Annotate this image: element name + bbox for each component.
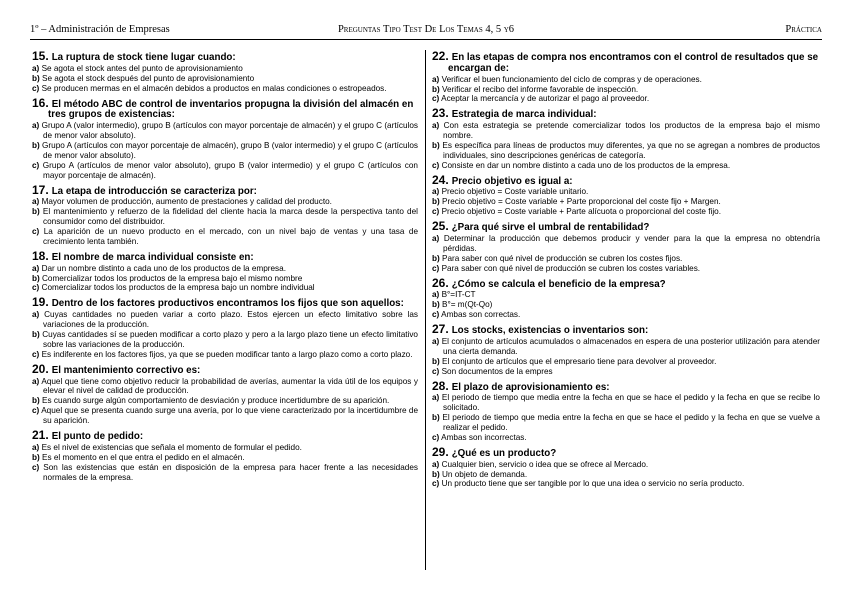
question-title: [432, 172, 820, 188]
option-letter: a): [32, 263, 40, 273]
option-text: Cuyas cantidades no pueden variar a corto plazo. Estos ejercen un efecto limitativo sobre las variaciones de la producción.: [43, 310, 418, 330]
section-label: Práctica: [785, 24, 822, 35]
answer-option: [432, 254, 820, 264]
option-text: Verificar el buen funcionamiento del ciclo de compras y de operaciones.: [441, 74, 702, 84]
option-letter: b): [432, 197, 440, 207]
answer-option: [432, 187, 820, 197]
option-letter: c): [432, 94, 440, 104]
question-text: Los stocks, existencias o inventarios son:: [451, 325, 649, 337]
option-letter: b): [432, 84, 440, 94]
question: [32, 297, 418, 363]
option-letter: a): [32, 197, 40, 207]
question-text: El método ABC de control de inventarios propugna la división del almacén en tres grupos de existencias:: [48, 98, 414, 121]
answer-option: [432, 433, 820, 443]
question-number: 26.: [432, 275, 449, 290]
answer-option: [32, 350, 418, 360]
answer-option: [432, 413, 820, 433]
answer-option: [432, 85, 820, 95]
question-number: 16.: [32, 95, 49, 110]
option-text: Ambas son correctas.: [441, 310, 521, 320]
option-letter: c): [432, 207, 440, 217]
question: [432, 444, 820, 494]
option-letter: c): [432, 263, 440, 273]
question: [432, 51, 820, 108]
question: [432, 275, 820, 325]
option-text: El periodo de tiempo que media entre la fecha en que se hace el pedido y la fecha en que se recibe lo solicitado.: [441, 393, 820, 413]
option-text: Comercializar todos los productos de la empresa bajo el mismo nombre: [42, 273, 303, 283]
question: [432, 378, 820, 447]
option-text: Es cuando surge algún comportamiento de desviación y produce incertidumbre de su aparición.: [42, 396, 390, 406]
question-title: [432, 108, 820, 121]
answer-option: [32, 227, 418, 247]
answer-option: [32, 264, 418, 274]
answer-option: [32, 207, 418, 227]
option-letter: a): [432, 290, 440, 300]
option-letter: c): [432, 432, 440, 442]
option-letter: c): [432, 479, 440, 489]
question-text: ¿Qué es un producto?: [451, 447, 557, 459]
question-text: Dentro de los factores productivos encontramos los fijos que son aquellos:: [51, 298, 404, 310]
option-letter: a): [32, 121, 40, 131]
option-text: Un producto tiene que ser tangible por lo que una idea o servicio no sería producto.: [441, 479, 745, 489]
answer-option: [432, 264, 820, 274]
question-text: ¿Cómo se calcula el beneficio de la empresa?: [451, 278, 666, 290]
option-letter: b): [432, 140, 440, 150]
question-title: [32, 361, 418, 377]
question: [32, 430, 418, 486]
option-text: Son documentos de la empres: [441, 366, 553, 376]
question-title: [432, 324, 820, 337]
option-text: Aceptar la mercancía y de autorizar el pago al proveedor.: [441, 94, 650, 104]
question-number: 29.: [432, 444, 449, 459]
question-text: ¿Para qué sirve el umbral de rentabilidad?: [451, 222, 650, 234]
question: [432, 108, 820, 174]
answer-option: [432, 161, 820, 171]
option-text: B°=IT-CT: [441, 290, 476, 300]
question-number: 23.: [432, 106, 449, 121]
question-title: [32, 430, 418, 443]
option-text: Grupo A (artículos con mayor porcentaje de almacén), grupo B (valor intermedio) y el grupo C (artículos de menor valor absoluto).: [42, 140, 418, 160]
question-title: [32, 248, 418, 264]
course-title: 1º – Administración de Empresas: [30, 24, 170, 35]
question-title: [32, 182, 418, 198]
answer-option: [432, 470, 820, 480]
option-text: Verificar el recibo del informe favorable de inspección.: [442, 84, 639, 94]
question-text: El plazo de aprovisionamiento es:: [451, 381, 610, 393]
question-text: El mantenimiento correctivo es:: [51, 364, 201, 376]
answer-option: [32, 161, 418, 181]
answer-option: [432, 300, 820, 310]
question-title: [32, 51, 418, 64]
option-letter: b): [32, 273, 40, 283]
option-letter: c): [32, 283, 40, 293]
option-text: Mayor volumen de producción, aumento de prestaciones y calidad del producto.: [41, 197, 332, 207]
option-text: Grupo A (valor intermedio), grupo B (artículos con mayor porcentaje de almacén) y el grupo C (artículos de menor valor absoluto).: [41, 121, 418, 141]
question-number: 17.: [32, 182, 49, 197]
answer-option: [32, 377, 418, 397]
answer-option: [432, 357, 820, 367]
option-text: Precio objetivo = Coste variable unitario.: [441, 187, 589, 197]
document-title: Preguntas Tipo Test De Los Temas 4, 5 y6: [337, 24, 515, 35]
question-text: El punto de pedido:: [51, 431, 144, 443]
answer-option: [32, 141, 418, 161]
option-letter: b): [432, 413, 440, 423]
answer-option: [32, 406, 418, 426]
answer-option: [32, 330, 418, 350]
question: [432, 221, 820, 277]
option-text: Un objeto de demanda.: [442, 469, 528, 479]
column-divider: [425, 50, 426, 570]
option-letter: b): [432, 469, 440, 479]
answer-option: [32, 396, 418, 406]
option-text: Se agota el stock antes del punto de aprovisionamiento: [41, 63, 243, 73]
right-column: [432, 51, 820, 493]
question-text: El nombre de marca individual consiste en:: [51, 251, 254, 263]
option-letter: b): [32, 452, 40, 462]
option-letter: a): [432, 121, 440, 131]
question-number: 21.: [32, 428, 49, 443]
option-text: Comercializar todos los productos de la empresa bajo un nombre individual: [41, 283, 315, 293]
option-text: Precio objetivo = Coste variable + Parte alícuota o proporcional del coste fijo.: [441, 207, 722, 217]
question-number: 24.: [432, 172, 449, 187]
option-text: Es específica para líneas de productos muy diferentes, ya que no se agregan a nombres de productos individuales, sino descripciones genéricas de categoría.: [442, 140, 820, 160]
option-text: Para saber con qué nivel de producción se cubren los costes fijos.: [442, 253, 683, 263]
option-text: La aparición de un nuevo producto en el mercado, con un nivel bajo de ventas y una tasa de crecimiento lenta también.: [43, 227, 418, 246]
answer-option: [32, 310, 418, 330]
option-letter: b): [32, 140, 40, 150]
question-title: [32, 297, 418, 310]
option-letter: c): [32, 160, 40, 170]
page-header: [30, 24, 822, 37]
option-text: Aquel que tiene como objetivo reducir la probabilidad de averías, aumentar la vida útil de los equipos y elevar el nivel de calidad de producción.: [41, 376, 418, 396]
option-letter: b): [432, 356, 440, 366]
question-number: 25.: [432, 219, 449, 234]
question-title: [432, 51, 820, 75]
question: [32, 361, 418, 430]
answer-option: [432, 197, 820, 207]
option-letter: a): [32, 442, 40, 452]
option-text: Cuyas cantidades sí se pueden modificar a corto plazo y pero a la largo plazo tiene un efecto limitativo sobre las variaciones de la producción.: [42, 330, 418, 349]
option-letter: a): [432, 74, 440, 84]
answer-option: [32, 64, 418, 74]
answer-option: [432, 94, 820, 104]
option-letter: b): [32, 396, 40, 406]
option-letter: c): [32, 406, 40, 416]
question-title: [432, 378, 820, 394]
option-text: Consiste en dar un nombre distinto a cada uno de los productos de la empresa.: [441, 160, 731, 170]
option-letter: b): [432, 300, 440, 310]
question: [432, 324, 820, 380]
answer-option: [432, 234, 820, 254]
question-number: 27.: [432, 322, 449, 337]
header-divider: [30, 39, 822, 40]
question-title: [32, 95, 418, 122]
option-text: El conjunto de artículos acumulados o almacenados en espera de una posterior utilización para atender una cierta demanda.: [441, 336, 821, 356]
question: [32, 182, 418, 251]
option-letter: a): [32, 63, 40, 73]
option-letter: b): [32, 207, 40, 217]
answer-option: [432, 393, 820, 413]
option-letter: c): [432, 160, 440, 170]
option-letter: a): [32, 310, 40, 320]
answer-option: [432, 310, 820, 320]
answer-option: [32, 274, 418, 284]
option-letter: c): [32, 227, 40, 237]
question-number: 15.: [32, 49, 49, 63]
question-title: [432, 221, 820, 234]
option-text: Dar un nombre distinto a cada uno de los productos de la empresa.: [41, 263, 286, 273]
option-text: Aquel que se presenta cuando surge una avería, por lo que viene caracterizado por la incertidumbre de su aparición.: [41, 406, 418, 426]
answer-option: [32, 443, 418, 453]
option-letter: c): [432, 366, 440, 376]
answer-option: [432, 367, 820, 377]
answer-option: [32, 121, 418, 141]
option-text: Es el momento en el que entra el pedido en el almacén.: [42, 452, 245, 462]
option-text: El conjunto de artículos que el empresario tiene para devolver al proveedor.: [442, 356, 717, 366]
option-text: Cualquier bien, servicio o idea que se ofrece al Mercado.: [441, 459, 649, 469]
question-text: Precio objetivo es igual a:: [451, 175, 573, 187]
option-letter: b): [32, 330, 40, 339]
question-text: En las etapas de compra nos encontramos con el control de resultados que se encargan de:: [448, 52, 819, 74]
option-letter: a): [432, 233, 440, 243]
option-letter: a): [432, 393, 440, 403]
option-letter: c): [32, 83, 40, 93]
question: [32, 248, 418, 298]
option-letter: c): [32, 349, 40, 359]
option-text: Es indiferente en los factores fijos, ya que se pueden modificar tanto a largo plazo como a corto plazo.: [41, 349, 413, 359]
question-title: [432, 275, 820, 291]
option-text: Grupo A (artículos de menor valor absoluto), grupo B (valor intermedio) y el grupo C (artículos con mayor porcentaje de almacén).: [42, 160, 418, 180]
answer-option: [432, 479, 820, 489]
question-number: 20.: [32, 361, 49, 376]
option-letter: b): [432, 253, 440, 263]
option-text: Con esta estrategia se pretende comercializar todos los productos de la empresa bajo el mismo nombre.: [443, 121, 820, 141]
answer-option: [32, 453, 418, 463]
option-letter: c): [432, 310, 440, 320]
answer-option: [32, 463, 418, 483]
question: [32, 51, 418, 98]
question-number: 28.: [432, 378, 449, 393]
option-text: Ambas son incorrectas.: [441, 432, 527, 442]
question: [32, 95, 418, 185]
answer-option: [432, 207, 820, 217]
answer-option: [432, 141, 820, 161]
option-letter: a): [432, 336, 440, 346]
answer-option: [432, 75, 820, 85]
question: [432, 172, 820, 222]
question-title: [432, 444, 820, 460]
option-text: Se producen mermas en el almacén debidos a productos en malas condiciones o estropeados.: [41, 83, 387, 93]
question-number: 19.: [32, 295, 49, 310]
option-text: Son las existencias que están en disposición de la empresa para hacer frente a las necesidades normales de la empresa.: [43, 462, 418, 482]
left-column: [32, 51, 418, 486]
option-text: B°= m(Qt-Qo): [442, 300, 493, 310]
answer-option: [432, 290, 820, 300]
option-text: El mantenimiento y refuerzo de la fidelidad del cliente hacia la marca desde la perspectiva tanto del consumidor como del distribuidor.: [42, 207, 418, 227]
question-text: La etapa de introducción se caracteriza por:: [51, 185, 257, 197]
option-text: Precio objetivo = Coste variable + Parte proporcional del coste fijo + Margen.: [442, 197, 721, 207]
option-text: Determinar la producción que debemos producir y vender para la que la empresa no obtendría pérdidas.: [443, 233, 821, 253]
option-text: El periodo de tiempo que media entre la fecha en que se hace el pedido y la fecha en que se vuelve a realizar el pedido.: [442, 413, 820, 433]
question-number: 18.: [32, 248, 49, 263]
option-text: Para saber con qué nivel de producción se cubren los costes variables.: [441, 263, 701, 273]
option-letter: c): [32, 462, 40, 472]
option-letter: b): [32, 73, 40, 83]
answer-option: [432, 121, 820, 141]
option-letter: a): [432, 459, 440, 469]
option-letter: a): [432, 187, 440, 197]
answer-option: [32, 74, 418, 84]
option-text: Se agota el stock después del punto de aprovisionamiento: [42, 73, 255, 83]
question-text: La ruptura de stock tiene lugar cuando:: [51, 52, 236, 63]
answer-option: [32, 283, 418, 293]
option-text: Es el nivel de existencias que señala el momento de formular el pedido.: [41, 442, 302, 452]
answer-option: [32, 197, 418, 207]
question-text: Estrategia de marca individual:: [451, 109, 597, 121]
answer-option: [432, 337, 820, 357]
option-letter: a): [32, 376, 40, 386]
answer-option: [432, 460, 820, 470]
question-number: 22.: [432, 49, 449, 63]
answer-option: [32, 84, 418, 94]
